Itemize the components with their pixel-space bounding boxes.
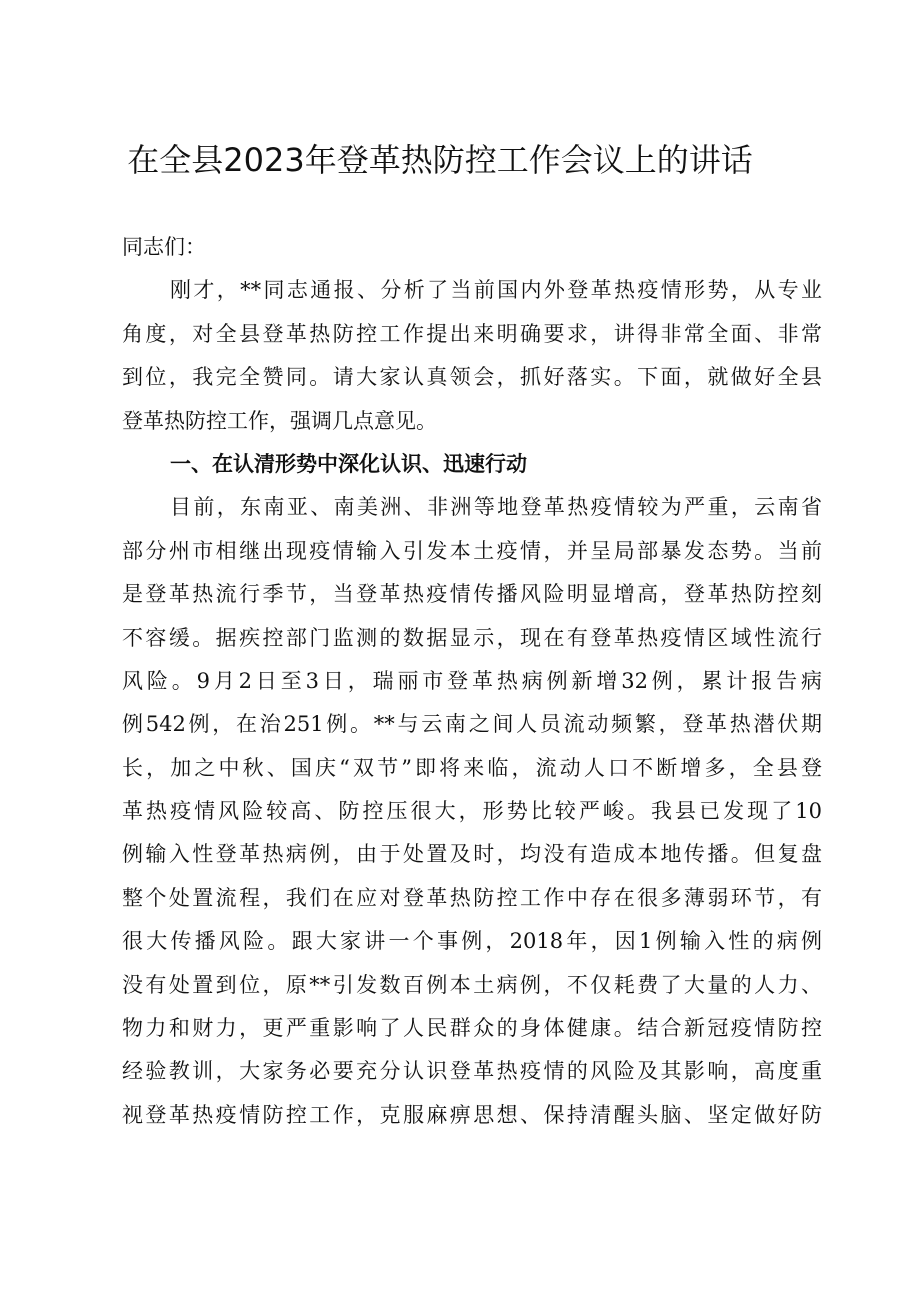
paragraph-2-line-9: 例输入性登革热病例，由于处置及时，均没有造成本地传播。但复盘 xyxy=(122,842,822,867)
paragraph-2-line-7: 长，加之中秋、国庆“双节”即将来临，流动人口不断增多，全县登 xyxy=(122,755,822,780)
document-body xyxy=(122,226,822,1137)
paragraph-2-line-6: 例542例，在治251例。**与云南之间人员流动频繁，登革热潜伏期 xyxy=(122,712,822,737)
paragraph-2-line-13: 物力和财力，更严重影响了人民群众的身体健康。结合新冠疫情防控 xyxy=(122,1016,822,1041)
paragraph-2-line-10: 整个处置流程，我们在应对登革热防控工作中存在很多薄弱环节，有 xyxy=(122,885,822,910)
paragraph-2-line-5: 风险。9月2日至3日，瑞丽市登革热病例新增32例，累计报告病 xyxy=(122,668,822,693)
paragraph-2-line-15: 视登革热疫情防控工作，克服麻痹思想、保持清醒头脑、坚定做好防 xyxy=(122,1102,822,1127)
paragraph-2-line-1: 目前，东南亚、南美洲、非洲等地登革热疫情较为严重，云南省 xyxy=(170,495,822,520)
paragraph-1-line-3: 到位，我完全赞同。请大家认真领会，抓好落实。下面，就做好全县 xyxy=(122,365,822,390)
paragraph-1-line-1: 刚才，**同志通报、分析了当前国内外登革热疫情形势，从专业 xyxy=(170,278,822,303)
paragraph-1-line-2: 角度，对全县登革热防控工作提出来明确要求，讲得非常全面、非常 xyxy=(122,321,822,346)
paragraph-1-line-4: 登革热防控工作，强调几点意见。 xyxy=(122,408,437,433)
greeting: 同志们： xyxy=(122,235,206,259)
paragraph-2-line-8: 革热疫情风险较高、防控压很大，形势比较严峻。我县已发现了10 xyxy=(122,799,822,824)
paragraph-2-line-11: 很大传播风险。跟大家讲一个事例，2018年，因1例输入性的病例 xyxy=(122,929,822,954)
paragraph-2-line-2: 部分州市相继出现疫情输入引发本土疫情，并呈局部暴发态势。当前 xyxy=(122,538,822,563)
paragraph-2-line-12: 没有处置到位，原**引发数百例本土病例，不仅耗费了大量的人力、 xyxy=(122,972,822,997)
paragraph-2-line-3: 是登革热流行季节，当登革热疫情传播风险明显增高，登革热防控刻 xyxy=(122,582,822,607)
paragraph-2-line-14: 经验教训，大家务必要充分认识登革热疫情的风险及其影响，高度重 xyxy=(122,1059,822,1084)
section-1-heading: 一、在认清形势中深化认识、迅速行动 xyxy=(170,451,527,476)
document-title: 在全县2023年登革热防控工作会议上的讲话 xyxy=(127,141,753,179)
paragraph-2-line-4: 不容缓。据疾控部门监测的数据显示，现在有登革热疫情区域性流行 xyxy=(122,625,822,650)
